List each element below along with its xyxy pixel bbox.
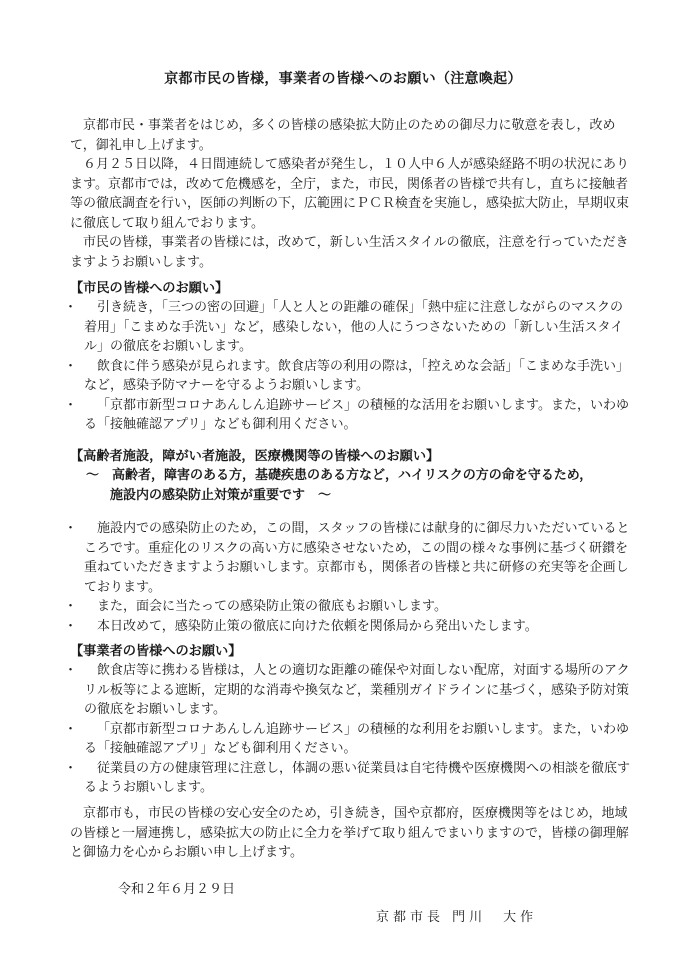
signature: 京都市長 門川 大作 <box>376 910 538 925</box>
facilities-heading: 【高齢者施設，障がい者施設，医療機関等の皆様へのお願い】 <box>70 449 440 464</box>
document-title: 京都市民の皆様，事業者の皆様へのお願い（注意喚起） <box>164 71 522 87</box>
citizens-heading: 【市民の皆様へのお願い】 <box>70 281 229 296</box>
list-item: ・ 従業員の方の健康管理に注意し，体調の悪い従業員は自宅待機や医療機関への相談を徹底するようお願いします。 <box>70 759 630 798</box>
citizens-section <box>70 279 630 435</box>
business-section <box>70 642 630 798</box>
intro-paragraph-1: 京都市民・事業者をはじめ，多くの皆様の感染拡大防止のための御尽力に敬意を表し，改めて，御礼申し上げます。 <box>70 118 616 153</box>
closing-paragraph: 京都市も，市民の皆様の安心安全のため，引き続き，国や京都府，医療機関等をはじめ，地域の皆様と一層連携し，感染拡大の防止に全力を挙げて取り組んでまいりますので，皆様の御理解と御協力を心からお願い申し上げます。 <box>70 806 629 860</box>
facilities-subline-2: 施設内の感染防止対策が重要です ～ <box>110 487 332 503</box>
closing-section <box>70 804 630 863</box>
citizens-list <box>70 298 630 435</box>
list-item: ・ 「京都市新型コロナあんしん追跡サービス」の積極的な活用をお願いします。また，いわゆる「接触確認アプリ」なども御利用ください。 <box>70 396 630 435</box>
document-date: 令和２年６月２９日 <box>118 882 236 897</box>
list-item: ・ 本日改めて，感染防止策の徹底に向けた依頼を関係局から発出いたします。 <box>70 617 630 637</box>
facilities-list <box>70 519 630 636</box>
facilities-section <box>70 447 630 636</box>
intro-paragraph-2: ６月２５日以降，４日間連続して感染者が発生し，１０人中６人が感染経路不明の状況にあります。京都市では，改めて危機感を，全庁，また，市民，関係者の皆様で共有し，直ちに接触者等の徹底調査を行い，医師の判断の下，広範囲にＰＣＲ検査を実施し，感染拡大防止，早期収束に徹底して取り組んでおります。 <box>70 157 630 231</box>
list-item: ・ 飲食に伴う感染が見られます。飲食店等の利用の際は，「控えめな会話」「こまめな手洗い」など，感染予防マナーを守るようお願いします。 <box>70 357 630 396</box>
list-item: ・ 引き続き，「三つの密の回避」「人と人との距離の確保」「熱中症に注意しながらのマスクの着用」「こまめな手洗い」など，感染しない，他の人にうつさないための「新しい生活スタイル」の徹底をお願いします。 <box>70 298 630 357</box>
list-item: ・ また，面会に当たっての感染防止策の徹底もお願いします。 <box>70 597 630 617</box>
intro-section <box>70 116 630 272</box>
list-item: ・ 飲食店等に携わる皆様は，人との適切な距離の確保や対面しない配席，対面する場所のアクリル板等による遮断，定期的な消毒や換気など，業種別ガイドラインに基づく，感染予防対策の徹底をお願いします。 <box>70 661 630 720</box>
intro-paragraph-3: 市民の皆様，事業者の皆様には，改めて，新しい生活スタイルの徹底，注意を行っていただきますようお願いします。 <box>70 235 629 270</box>
facilities-subline-1: ～ 高齢者，障害のある方，基礎疾患のある方など，ハイリスクの方の命を守るため， <box>86 468 593 483</box>
list-item: ・ 施設内での感染防止のため，この間，スタッフの皆様には献身的に御尽力いただいているところです。重症化のリスクの高い方に感染させないため，この間の様々な事例に基づく研鑚を重ねていただきますようお願いします。京都市も，関係者の皆様と共に研修の充実等を企画しております。 <box>70 519 630 597</box>
business-heading: 【事業者の皆様へのお願い】 <box>70 644 242 659</box>
business-list <box>70 661 630 798</box>
list-item: ・ 「京都市新型コロナあんしん追跡サービス」の積極的な利用をお願いします。また，いわゆる「接触確認アプリ」なども御利用ください。 <box>70 720 630 759</box>
